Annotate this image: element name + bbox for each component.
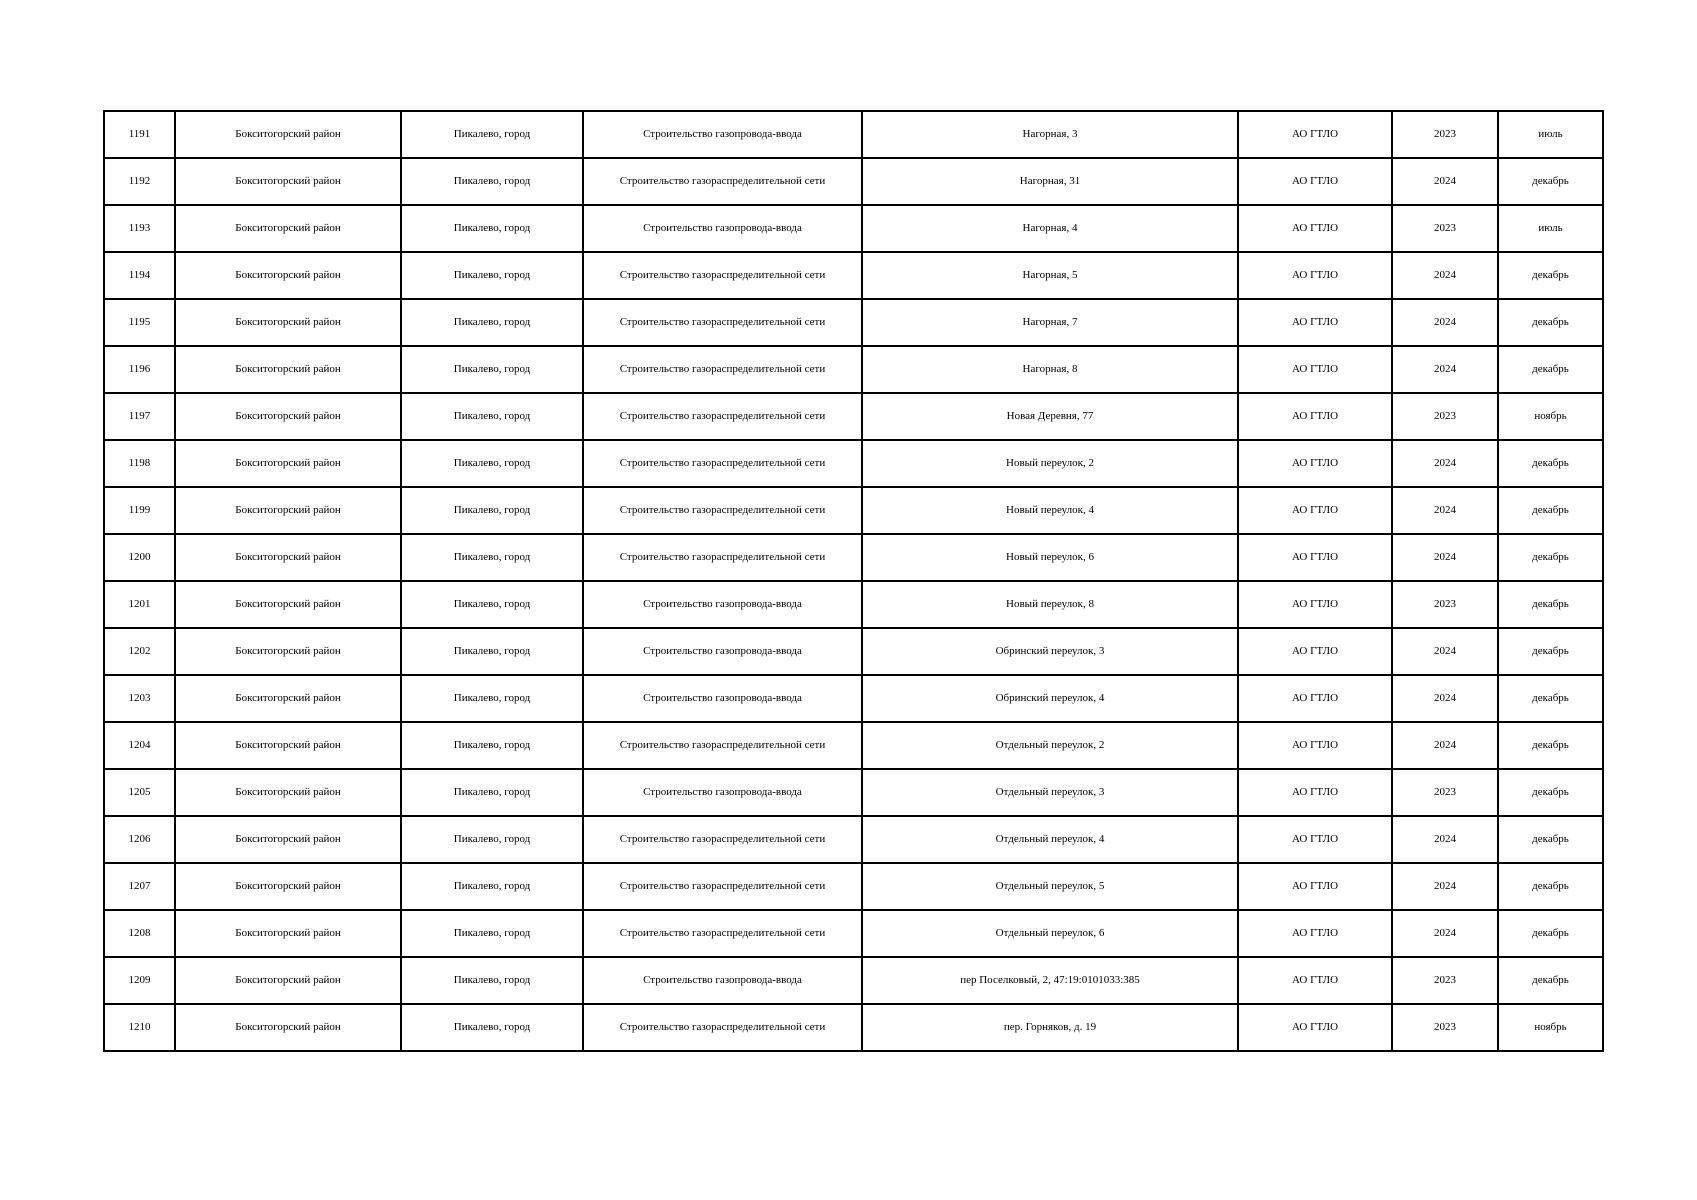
cell-number: 1200 xyxy=(104,534,175,581)
cell-organization: АО ГТЛО xyxy=(1238,910,1392,957)
cell-organization: АО ГТЛО xyxy=(1238,581,1392,628)
cell-work-type: Строительство газораспределительной сети xyxy=(583,299,862,346)
cell-locality: Пикалево, город xyxy=(401,722,583,769)
table-row xyxy=(104,252,1603,299)
cell-organization: АО ГТЛО xyxy=(1238,769,1392,816)
cell-organization: АО ГТЛО xyxy=(1238,158,1392,205)
cell-locality: Пикалево, город xyxy=(401,205,583,252)
table-row xyxy=(104,816,1603,863)
cell-address: Нагорная, 4 xyxy=(862,205,1238,252)
cell-locality: Пикалево, город xyxy=(401,863,583,910)
cell-locality: Пикалево, город xyxy=(401,957,583,1004)
cell-month: декабрь xyxy=(1498,158,1603,205)
cell-work-type: Строительство газопровода-ввода xyxy=(583,111,862,158)
cell-month: декабрь xyxy=(1498,628,1603,675)
table-row xyxy=(104,769,1603,816)
cell-month: декабрь xyxy=(1498,440,1603,487)
cell-organization: АО ГТЛО xyxy=(1238,346,1392,393)
cell-number: 1205 xyxy=(104,769,175,816)
table-row xyxy=(104,581,1603,628)
cell-work-type: Строительство газопровода-ввода xyxy=(583,581,862,628)
cell-month: декабрь xyxy=(1498,534,1603,581)
cell-year: 2024 xyxy=(1392,299,1498,346)
cell-locality: Пикалево, город xyxy=(401,534,583,581)
cell-year: 2023 xyxy=(1392,205,1498,252)
cell-month: ноябрь xyxy=(1498,393,1603,440)
cell-year: 2023 xyxy=(1392,957,1498,1004)
cell-number: 1204 xyxy=(104,722,175,769)
cell-month: декабрь xyxy=(1498,910,1603,957)
cell-address: Обринский переулок, 3 xyxy=(862,628,1238,675)
cell-year: 2023 xyxy=(1392,581,1498,628)
cell-district: Бокситогорский район xyxy=(175,487,401,534)
cell-number: 1198 xyxy=(104,440,175,487)
table-row xyxy=(104,205,1603,252)
cell-locality: Пикалево, город xyxy=(401,769,583,816)
cell-organization: АО ГТЛО xyxy=(1238,1004,1392,1051)
cell-work-type: Строительство газораспределительной сети xyxy=(583,1004,862,1051)
cell-address: Нагорная, 7 xyxy=(862,299,1238,346)
cell-month: декабрь xyxy=(1498,863,1603,910)
cell-year: 2023 xyxy=(1392,393,1498,440)
cell-address: Нагорная, 5 xyxy=(862,252,1238,299)
table-row xyxy=(104,346,1603,393)
cell-work-type: Строительство газораспределительной сети xyxy=(583,346,862,393)
cell-number: 1199 xyxy=(104,487,175,534)
cell-month: декабрь xyxy=(1498,581,1603,628)
cell-locality: Пикалево, город xyxy=(401,816,583,863)
cell-organization: АО ГТЛО xyxy=(1238,722,1392,769)
cell-address: Отдельный переулок, 5 xyxy=(862,863,1238,910)
cell-month: декабрь xyxy=(1498,346,1603,393)
cell-organization: АО ГТЛО xyxy=(1238,299,1392,346)
cell-organization: АО ГТЛО xyxy=(1238,393,1392,440)
table-row xyxy=(104,393,1603,440)
cell-district: Бокситогорский район xyxy=(175,1004,401,1051)
cell-locality: Пикалево, город xyxy=(401,111,583,158)
cell-organization: АО ГТЛО xyxy=(1238,111,1392,158)
cell-number: 1191 xyxy=(104,111,175,158)
cell-organization: АО ГТЛО xyxy=(1238,534,1392,581)
cell-month: декабрь xyxy=(1498,299,1603,346)
cell-locality: Пикалево, город xyxy=(401,299,583,346)
table-row xyxy=(104,158,1603,205)
cell-address: Отдельный переулок, 6 xyxy=(862,910,1238,957)
cell-district: Бокситогорский район xyxy=(175,158,401,205)
table-row xyxy=(104,111,1603,158)
cell-month: декабрь xyxy=(1498,675,1603,722)
cell-address: Отдельный переулок, 4 xyxy=(862,816,1238,863)
cell-address: Новый переулок, 8 xyxy=(862,581,1238,628)
table-row xyxy=(104,910,1603,957)
table-row xyxy=(104,487,1603,534)
cell-organization: АО ГТЛО xyxy=(1238,252,1392,299)
cell-organization: АО ГТЛО xyxy=(1238,628,1392,675)
cell-work-type: Строительство газораспределительной сети xyxy=(583,722,862,769)
cell-number: 1192 xyxy=(104,158,175,205)
cell-district: Бокситогорский район xyxy=(175,581,401,628)
cell-address: Новый переулок, 2 xyxy=(862,440,1238,487)
cell-address: пер. Горняков, д. 19 xyxy=(862,1004,1238,1051)
cell-locality: Пикалево, город xyxy=(401,1004,583,1051)
cell-month: декабрь xyxy=(1498,722,1603,769)
cell-organization: АО ГТЛО xyxy=(1238,487,1392,534)
cell-work-type: Строительство газораспределительной сети xyxy=(583,863,862,910)
table-row xyxy=(104,628,1603,675)
cell-address: Новый переулок, 4 xyxy=(862,487,1238,534)
cell-work-type: Строительство газораспределительной сети xyxy=(583,487,862,534)
cell-number: 1194 xyxy=(104,252,175,299)
cell-district: Бокситогорский район xyxy=(175,816,401,863)
cell-district: Бокситогорский район xyxy=(175,769,401,816)
cell-work-type: Строительство газопровода-ввода xyxy=(583,205,862,252)
cell-work-type: Строительство газораспределительной сети xyxy=(583,534,862,581)
cell-number: 1201 xyxy=(104,581,175,628)
cell-year: 2024 xyxy=(1392,910,1498,957)
cell-year: 2023 xyxy=(1392,1004,1498,1051)
gasification-schedule-table xyxy=(103,110,1604,1052)
cell-number: 1193 xyxy=(104,205,175,252)
cell-work-type: Строительство газораспределительной сети xyxy=(583,910,862,957)
table-body xyxy=(104,111,1603,1051)
cell-locality: Пикалево, город xyxy=(401,628,583,675)
cell-month: декабрь xyxy=(1498,252,1603,299)
cell-month: июль xyxy=(1498,111,1603,158)
cell-locality: Пикалево, город xyxy=(401,158,583,205)
cell-address: Отдельный переулок, 2 xyxy=(862,722,1238,769)
cell-number: 1207 xyxy=(104,863,175,910)
cell-address: Нагорная, 8 xyxy=(862,346,1238,393)
cell-year: 2024 xyxy=(1392,252,1498,299)
cell-organization: АО ГТЛО xyxy=(1238,440,1392,487)
cell-locality: Пикалево, город xyxy=(401,581,583,628)
cell-locality: Пикалево, город xyxy=(401,675,583,722)
cell-year: 2024 xyxy=(1392,487,1498,534)
cell-number: 1206 xyxy=(104,816,175,863)
cell-district: Бокситогорский район xyxy=(175,393,401,440)
cell-year: 2024 xyxy=(1392,675,1498,722)
cell-number: 1196 xyxy=(104,346,175,393)
table-row xyxy=(104,299,1603,346)
cell-district: Бокситогорский район xyxy=(175,205,401,252)
cell-year: 2024 xyxy=(1392,346,1498,393)
cell-work-type: Строительство газораспределительной сети xyxy=(583,816,862,863)
cell-organization: АО ГТЛО xyxy=(1238,675,1392,722)
cell-number: 1202 xyxy=(104,628,175,675)
cell-organization: АО ГТЛО xyxy=(1238,205,1392,252)
cell-address: Нагорная, 3 xyxy=(862,111,1238,158)
cell-locality: Пикалево, город xyxy=(401,346,583,393)
cell-work-type: Строительство газопровода-ввода xyxy=(583,628,862,675)
cell-year: 2024 xyxy=(1392,534,1498,581)
cell-organization: АО ГТЛО xyxy=(1238,863,1392,910)
cell-month: июль xyxy=(1498,205,1603,252)
cell-work-type: Строительство газораспределительной сети xyxy=(583,393,862,440)
cell-district: Бокситогорский район xyxy=(175,346,401,393)
cell-address: пер Поселковый, 2, 47:19:0101033:385 xyxy=(862,957,1238,1004)
cell-address: Новая Деревня, 77 xyxy=(862,393,1238,440)
cell-year: 2023 xyxy=(1392,111,1498,158)
cell-year: 2024 xyxy=(1392,628,1498,675)
cell-locality: Пикалево, город xyxy=(401,393,583,440)
cell-month: декабрь xyxy=(1498,769,1603,816)
cell-number: 1210 xyxy=(104,1004,175,1051)
cell-locality: Пикалево, город xyxy=(401,252,583,299)
cell-locality: Пикалево, город xyxy=(401,487,583,534)
cell-district: Бокситогорский район xyxy=(175,534,401,581)
cell-address: Новый переулок, 6 xyxy=(862,534,1238,581)
cell-district: Бокситогорский район xyxy=(175,111,401,158)
cell-number: 1203 xyxy=(104,675,175,722)
cell-number: 1195 xyxy=(104,299,175,346)
table-row xyxy=(104,675,1603,722)
cell-work-type: Строительство газопровода-ввода xyxy=(583,769,862,816)
cell-year: 2024 xyxy=(1392,722,1498,769)
cell-work-type: Строительство газопровода-ввода xyxy=(583,957,862,1004)
cell-year: 2023 xyxy=(1392,769,1498,816)
cell-district: Бокситогорский район xyxy=(175,957,401,1004)
cell-district: Бокситогорский район xyxy=(175,675,401,722)
cell-address: Нагорная, 31 xyxy=(862,158,1238,205)
cell-work-type: Строительство газопровода-ввода xyxy=(583,675,862,722)
table-row xyxy=(104,534,1603,581)
cell-month: декабрь xyxy=(1498,487,1603,534)
cell-year: 2024 xyxy=(1392,816,1498,863)
cell-month: ноябрь xyxy=(1498,1004,1603,1051)
cell-year: 2024 xyxy=(1392,158,1498,205)
cell-organization: АО ГТЛО xyxy=(1238,816,1392,863)
cell-district: Бокситогорский район xyxy=(175,910,401,957)
table-row xyxy=(104,722,1603,769)
table-row xyxy=(104,1004,1603,1051)
cell-number: 1209 xyxy=(104,957,175,1004)
cell-district: Бокситогорский район xyxy=(175,252,401,299)
cell-work-type: Строительство газораспределительной сети xyxy=(583,252,862,299)
cell-district: Бокситогорский район xyxy=(175,299,401,346)
cell-number: 1208 xyxy=(104,910,175,957)
cell-district: Бокситогорский район xyxy=(175,440,401,487)
cell-district: Бокситогорский район xyxy=(175,722,401,769)
cell-address: Отдельный переулок, 3 xyxy=(862,769,1238,816)
cell-locality: Пикалево, город xyxy=(401,440,583,487)
cell-work-type: Строительство газораспределительной сети xyxy=(583,440,862,487)
table-row xyxy=(104,957,1603,1004)
cell-work-type: Строительство газораспределительной сети xyxy=(583,158,862,205)
cell-month: декабрь xyxy=(1498,957,1603,1004)
cell-year: 2024 xyxy=(1392,440,1498,487)
cell-locality: Пикалево, город xyxy=(401,910,583,957)
cell-district: Бокситогорский район xyxy=(175,628,401,675)
document-page xyxy=(103,110,1602,1052)
cell-district: Бокситогорский район xyxy=(175,863,401,910)
cell-address: Обринский переулок, 4 xyxy=(862,675,1238,722)
table-row xyxy=(104,863,1603,910)
cell-month: декабрь xyxy=(1498,816,1603,863)
table-row xyxy=(104,440,1603,487)
cell-year: 2024 xyxy=(1392,863,1498,910)
cell-organization: АО ГТЛО xyxy=(1238,957,1392,1004)
cell-number: 1197 xyxy=(104,393,175,440)
